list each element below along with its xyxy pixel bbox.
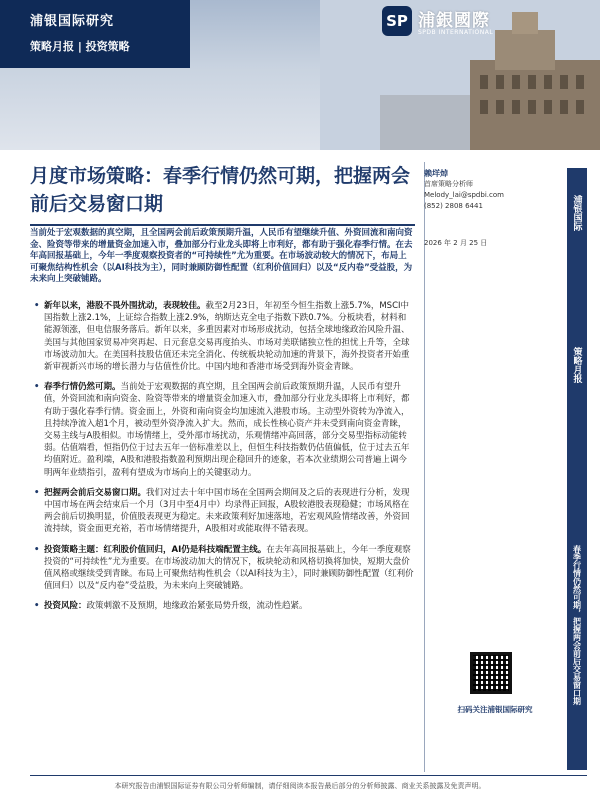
analyst-name: 赖垟焯 [424,169,448,178]
logo-text-en: SPDB INTERNATIONAL [418,29,494,36]
logo-text-cn: 浦銀國際 [418,11,490,31]
bullet-lead: 把握两会前后交易窗口期。 [44,487,147,498]
qr-code-icon[interactable] [470,652,512,694]
bullet-lead: 投资风险： [44,601,87,612]
bullet-lead: 春季行情仍然可期。 [44,382,121,393]
analyst-block [424,168,554,249]
bullet-item [34,544,414,593]
bullet-item [34,487,414,536]
report-category: 策略月报 | 投资策略 [30,40,130,53]
company-logo [382,6,493,36]
header-label-block [0,0,190,68]
report-date: 2026 年 2 月 25 日 [424,239,488,247]
logo-mark-icon: SP [382,6,412,36]
title-divider [30,224,415,226]
bullet-text: 我们对过去十年中国市场在全国两会期间及之后的表现进行分析，发现中国市场在两会结束后一个月（3月中至4月中）均录得正回报，A股较港股表现稳健；市场风格在两会前后切换明显，价值股表现更为稳定。未来政策利好加速落地，若宏观风险情绪改善，外资回流持续，资金面更充裕，若市场情绪提升，A股相对或能取得不错表现。 [44,487,410,535]
org-name: 浦银国际研究 [30,14,115,29]
bullet-text: 在去年高回报基础上，今年一季度观察投资的“可持续性”尤为重要。在市场波动加大的情况下，板块轮动和风格切换将加快，短期大盘价值风格或继续受到青睐。布局上可聚焦结构性机会（以AI科技为主），同时兼顾防御性配置（红利价值回归）以及“反内卷”受益股，为未来向上突破铺路。 [44,544,414,592]
bullet-item [34,381,414,479]
side-label-title: 春季行情仍然可期，把握两会前后交易窗口期 [572,545,582,705]
bullet-item [34,600,414,612]
body-bullets [34,300,414,621]
footer-divider [30,775,587,776]
abstract-summary: 当前处于宏观数据的真空期，且全国两会前后政策预期升温，人民币有望继续升值、外资回流和南向资金、险资等带来的增量资金加速入市，叠加部分行业龙头即将上市利好，都有助于强化春季行情。在去年高回报基础上，今年一季度观察投资者的“可持续性”尤为重要。在市场波动较大的情况下，布局上可聚焦结构性机会（以AI科技为主），同时兼顾防御性配置（红利价值回归）以及“反内卷”受益股，为未来向上突破铺路。 [30,228,413,284]
analyst-email[interactable]: Melody_lai@spdbi.com [424,191,504,199]
bullet-text: 政策刺激不及预期，地缘政治紧张局势升级，流动性趋紧。 [86,601,308,612]
column-divider [424,162,425,772]
bullet-item [34,300,414,373]
side-label-org: 浦银国际 [571,195,582,231]
bullet-text: 当前处于宏观数据的真空期，且全国两会前后政策预期升温，人民币有望升值，外资回流和南向资金、险资等带来的增量资金加速入市，叠加部分行业龙头即将上市利好，都有助于强化春季行情。资金面上，外资和南向资金均加速流入港股市场。主动型外资转为净流入，且持续净流入超1个月，被动型外资净流入扩大。然而，成长性核心资产并未受到南向资金青睐，交易主线与A股相似。市场情绪上，受外部市场扰动，乐观情绪冲高回落，部分交易型指标动能转弱。估值端看，恒指仍位于过去五年一倍标准差以上，但恒生科技指数仍估值偏低，位于过去五年均值附近。盈利端，A股和港股指数盈利预期出现企稳回升的迹象，若本次业绩期公司普遍上调今明两年业绩指引，盈利有望成为市场向上的关键驱动力。 [44,382,410,478]
header-banner [0,0,600,150]
qr-caption: 扫码关注浦银国际研究 [457,705,533,714]
bullet-text: 截至2月23日，年初至今恒生指数上涨5.7%，MSCI中国指数上涨2.1%，上证综合指数上涨2.9%，纳斯达克全电子指数下跌0.7%。分板块看，材料和能源领涨，但电信服务落后。新年以来，多重因素对市场形成扰动，包括全球地缘政治风险升温、美国与其他国家贸易冲突再起、日元套息交易再度抬头、市场对美联储独立性的担忧上升等，全球市场波动加大。在美国科技股估值还未完全消化、传统板块轮动加速的背景下，海外投资者开始重新审视新兴市场的增长潜力与估值性价比。中国内地和香港市场受到海外资金青睐。 [44,301,410,373]
bullet-lead: 投资策略主题：红利股价值回归，AI仍是科技端配置主线。 [44,544,267,555]
bullet-lead: 新年以来，港股不畏外围扰动，表现较佳。 [44,301,206,311]
footer-disclaimer: 本研究报告由浦银国际证券有限公司分析师编制，请仔细阅读本报告最后部分的分析师披露、商业关系披露及免责声明。 [114,782,486,790]
analyst-phone: (852) 2808 6441 [424,202,483,210]
side-label-category: 策略月报 [571,347,582,383]
report-title: 月度市场策略：春季行情仍然可期，把握两会前后交易窗口期 [30,165,411,215]
analyst-role: 首席策略分析师 [424,180,473,188]
